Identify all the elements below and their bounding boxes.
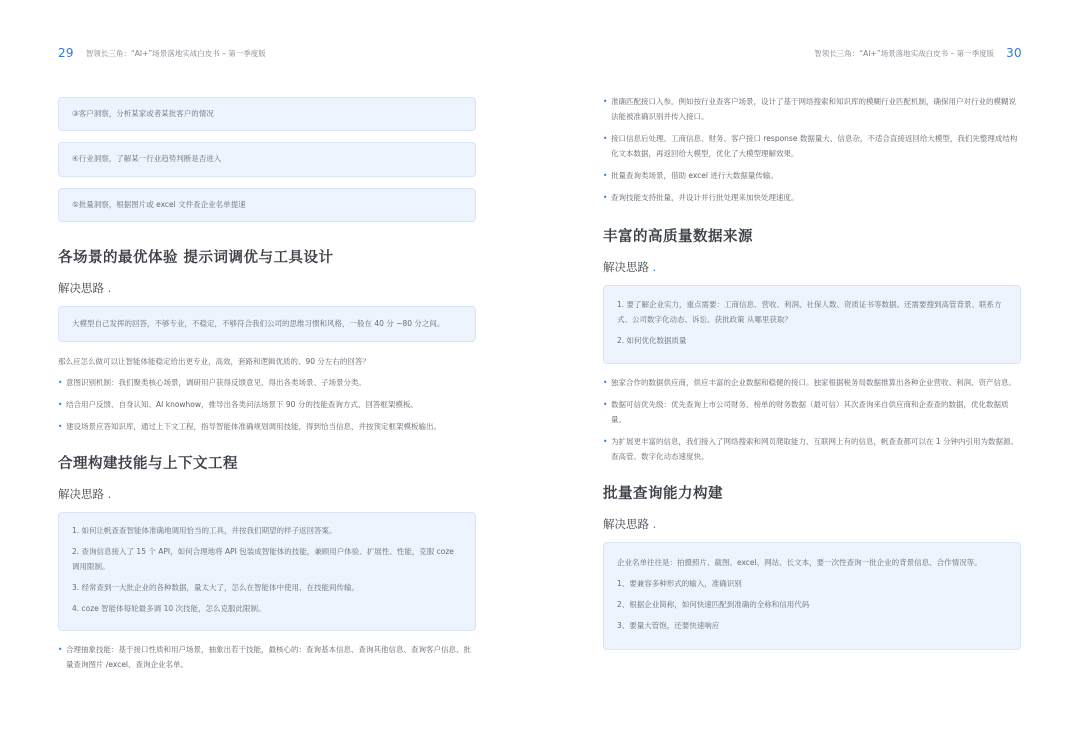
list-item	[603, 434, 1021, 464]
list-item-text: 意图识别机制：我们聚类核心场景，调研用户获得反馈意见，得出各类场景、子场景分类。	[66, 378, 366, 388]
accent-dot: .	[649, 517, 657, 531]
section-subheading	[603, 516, 1021, 532]
list-item	[603, 190, 1021, 205]
numbered-box	[603, 542, 1021, 650]
list-item-text: 合理抽象技能：基于接口性质和用户场景，抽象出若干技能，最核心的：查询基本信息、查询其他信息、查询客户信息、批量查询图片 /excel、查询企业名单。	[66, 645, 471, 670]
list-item	[603, 397, 1021, 427]
left-page-number: 29	[58, 46, 74, 60]
bullet-icon: •	[58, 378, 63, 388]
bullet-icon: •	[603, 193, 608, 202]
list-item	[58, 397, 476, 412]
list-item	[603, 131, 1021, 161]
numbered-box	[58, 512, 476, 631]
top-box	[58, 97, 476, 131]
box-item: 4. coze 智能体每轮最多调 10 次技能，怎么克服此限制。	[72, 604, 266, 614]
quote-box	[58, 306, 476, 342]
top-box	[58, 188, 476, 222]
bullet-icon: •	[603, 97, 608, 106]
subheading-text: 解决思路	[603, 517, 649, 531]
box-item: 2、根据企业简称，如何快速匹配到准确的全称和信用代码	[617, 600, 810, 609]
right-column	[603, 94, 1021, 661]
box-item: 2. 查询信息接入了 15 个 API，如何合理地将 API 包装成智能体的技能，兼顾用户体验、扩展性、性能，克服 coze 调用限制。	[72, 547, 454, 572]
accent-dot: .	[104, 280, 112, 295]
right-header-title: 智领长三角：“AI+”场景落地实战白皮书 – 第一季度版	[814, 48, 995, 58]
accent-dot: .	[649, 260, 657, 274]
subheading-text: 解决思路	[58, 280, 104, 295]
list-item	[58, 375, 476, 390]
right-page-number: 30	[1006, 46, 1022, 60]
list-item	[603, 375, 1021, 390]
bullet-icon: •	[603, 134, 608, 143]
left-header-title: 智领长三角：“AI+”场景落地实战白皮书 – 第一季度版	[85, 48, 266, 58]
bullet-icon: •	[58, 422, 63, 432]
subheading-text: 解决思路	[58, 487, 104, 502]
bullet-icon: •	[603, 378, 608, 387]
list-item-text: 独家合作的数据供应商，供应丰富的企业数据和稳健的接口。独家根据税务局数据推算出各种企业营收、利润、资产信息。	[611, 378, 1016, 387]
right-header	[814, 46, 1022, 60]
top-box	[58, 142, 476, 176]
list-item	[58, 642, 476, 672]
box-item: 3. 经常查到一大批企业的各种数据，量太大了，怎么在智能体中使用、在技能间传输。	[72, 583, 360, 593]
bullet-icon: •	[58, 400, 63, 410]
top-box-text: ③客户洞察，分析某家或者某批客户的情况	[72, 109, 214, 118]
section-heading: 各场景的最优体验 提示词调优与工具设计	[58, 249, 334, 266]
section-heading: 批量查询能力构建	[603, 486, 723, 502]
list-item-text: 结合用户反馈、自身认知、AI knowhow，推导出各类问法场景下 90 分的技能查询方式、回答框架模板。	[66, 400, 418, 410]
box-item: 企业名单往往是：拍摄照片、截图、excel、网站、长文本，要一次性查询一批企业的背景信息、合作情况等。	[617, 558, 982, 567]
quote-text: 大模型自己发挥的回答，不够专业，不稳定，不够符合我们公司的思维习惯和风格，一般在 40 分 ~80 分之间。	[72, 318, 445, 328]
section-heading: 丰富的高质量数据来源	[603, 229, 753, 245]
list-item	[58, 419, 476, 434]
box-item: 2. 如何优化数据质量	[617, 336, 687, 345]
subheading-text: 解决思路	[603, 260, 649, 274]
bullet-icon: •	[603, 437, 608, 446]
bullet-list	[58, 642, 476, 672]
bullet-list	[603, 94, 1021, 205]
box-item: 1. 要了解企业实力，重点需要：工商信息、营收、利润、社保人数、资质证书等数据。还需要搜到高管背景、联系方式、公司数字化动态、诉讼、获批政策 从哪里获取？	[617, 300, 1002, 324]
left-header	[58, 46, 266, 60]
list-item	[603, 168, 1021, 183]
top-box-text: ④行业洞察，了解某一行业趋势判断是否进入	[72, 154, 222, 164]
bullet-icon: •	[603, 400, 608, 409]
list-item-text: 查询技能支持批量，并设计并行批处理来加快处理速度。	[611, 193, 799, 202]
section-heading: 合理构建技能与上下文工程	[58, 456, 238, 473]
list-item-text: 接口信息后处理。工商信息、财务、客户接口 response 数据量大、信息杂，不适合直接返回给大模型，我们先整理成结构化文本数据，再返回给大模型，优化了大模型理解效果。	[611, 134, 1018, 158]
list-item-text: 批量查询类场景，借助 excel 进行大数据量传输。	[611, 171, 778, 180]
list-item-text: 为扩展更丰富的信息，我们接入了网络搜索和网页爬取能力、互联网上有的信息，帆查查都可以在 1 分钟内引用为数据源。查高管、数字化动态速度快。	[611, 437, 1019, 461]
box-item: 1. 如何让帆查查智能体准确地调用恰当的工具，并按我们期望的样子返回答案。	[72, 526, 337, 536]
list-item-text: 数据可信优先级：优先查询上市公司财务、榜单的财务数据（最可信）其次查询来自供应商和企查查的数据，优化数据质量。	[611, 400, 1009, 424]
list-item-text: 准确匹配接口入参。例如按行业查客户场景，设计了基于网络搜索和知识库的模糊行业匹配机制，确保用户对行业的模糊说法能被准确识别并传入接口。	[611, 97, 1016, 121]
bullet-list	[58, 375, 476, 434]
list-item	[603, 94, 1021, 124]
paragraph: 那么应怎么做可以让智能体能稳定给出更专业，高效，套路和逻辑优质的、90 分左右的回答？	[58, 357, 370, 366]
bullet-icon: •	[603, 171, 608, 180]
box-item: 3、要量大管饱，还要快速响应	[617, 621, 720, 630]
numbered-box	[603, 285, 1021, 364]
list-item-text: 建设场景应答知识库，通过上下文工程，指导智能体准确规划调用技能，得到恰当信息，并按预定框架模板输出。	[66, 422, 441, 432]
left-column	[58, 92, 476, 679]
box-item: 1、要兼容多种形式的输入，准确识别	[617, 579, 742, 588]
section-subheading	[603, 259, 1021, 275]
bullet-icon: •	[58, 645, 63, 655]
section-subheading	[58, 280, 476, 296]
right-page	[540, 0, 1080, 738]
accent-dot: .	[104, 487, 112, 502]
top-box-text: ⑤批量洞察，根据图片或 excel 文件查企业名单提速	[72, 199, 246, 209]
section-subheading	[58, 486, 476, 502]
bullet-list	[603, 375, 1021, 464]
